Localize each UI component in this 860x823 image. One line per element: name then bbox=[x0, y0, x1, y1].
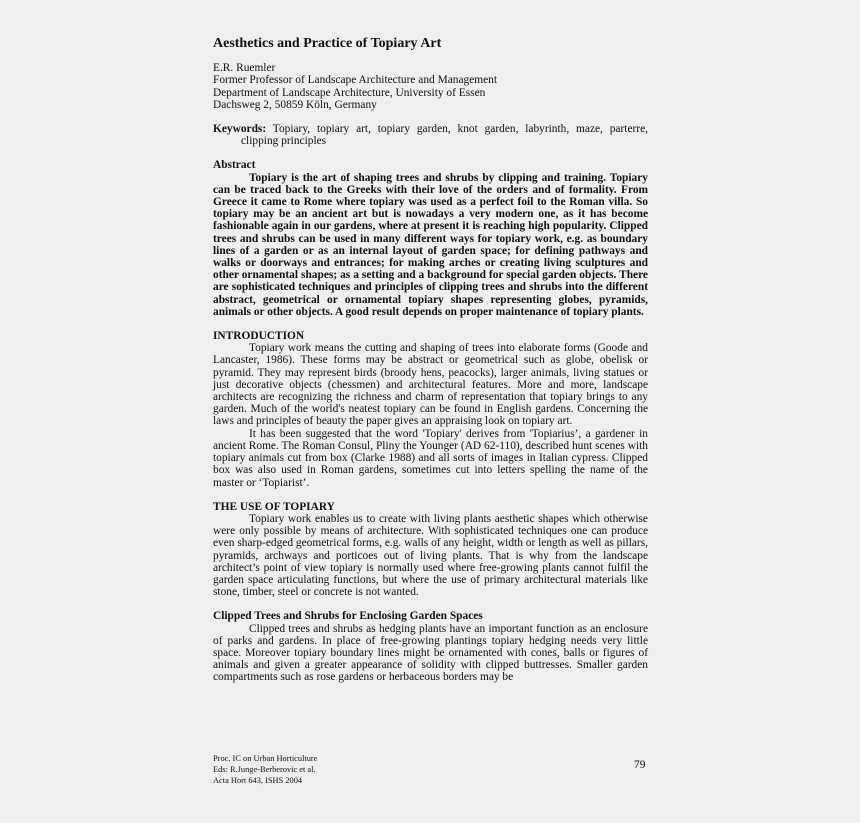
page-footer bbox=[213, 753, 648, 786]
clipped-trees-heading: Clipped Trees and Shrubs for Enclosing Garden Spaces bbox=[213, 610, 483, 623]
introduction-paragraph-1: Topiary work means the cutting and shaping of trees into elaborate forms (Goode and Lancaster, 1986). These forms may be abstract or geometrical such as globe, obelisk or pyramid. They may represent birds (broody hens, peacocks), larger animals, living statues or just decorative objects (chessmen) and architectural features. More and more, landscape architects are recognizing the richness and charm of representation that topiary brings to any garden. Much of the world's neatest topiary can be found in English gardens. Concerning the laws and principles of beauty the paper gives an appraising look on topiary art. bbox=[213, 342, 648, 428]
introduction-heading: INTRODUCTION bbox=[213, 330, 305, 343]
clipped-trees-paragraph: Clipped trees and shrubs as hedging plants have an important function as an enclosure of parks and gardens. In place of free-growing plantings topiary hedging needs very little space. Moreover topiary boundary lines might be ornamented with cones, balls or figures of animals and given a greater appearance of solidity with clipped buttresses. Smaller garden compartments such as rose gardens or herbaceous borders may be bbox=[213, 622, 648, 684]
paper-title: Aesthetics and Practice of Topiary Art bbox=[213, 36, 442, 51]
keywords bbox=[213, 123, 648, 147]
author-address: Dachsweg 2, 50859 Köln, Germany bbox=[213, 98, 377, 111]
author-name: E.R. Ruemler bbox=[213, 62, 276, 75]
use-of-topiary-section bbox=[213, 501, 648, 599]
introduction-paragraph-2: It has been suggested that the word 'Topiary' derives from 'Topiarius’, a gardener in ancient Rome. The Roman Consul, Pliny the Younger (AD 62-110), described hunt scenes with topiary animals cut from box (Clarke 1988) and all sorts of images in Italian cypress. Clipped box was also used in Roman gardens, sometimes cut into letters spelling the name of the master or ‘Topiarist’. bbox=[213, 427, 648, 489]
clipped-trees-section bbox=[213, 610, 648, 683]
footer-journal: Acta Hort 643, ISHS 2004 bbox=[213, 776, 303, 785]
author-block bbox=[213, 62, 648, 111]
page-number: 79 bbox=[634, 759, 646, 771]
use-of-topiary-heading: THE USE OF TOPIARY bbox=[213, 500, 335, 513]
author-affiliation-1: Former Professor of Landscape Architecture and Management bbox=[213, 74, 498, 87]
keywords-text: Topiary, topiary art, topiary garden, knot garden, labyrinth, maze, parterre, clipping principles bbox=[241, 123, 648, 148]
footer-editors: Eds: R.Junge-Berberovic et al. bbox=[213, 765, 316, 774]
abstract-heading: Abstract bbox=[213, 159, 256, 172]
keywords-label: Keywords: bbox=[213, 123, 267, 136]
author-affiliation-2: Department of Landscape Architecture, University of Essen bbox=[213, 86, 486, 99]
introduction-section bbox=[213, 330, 648, 489]
use-of-topiary-paragraph: Topiary work enables us to create with living plants aesthetic shapes which otherwise were only possible by means of architecture. With sophisticated techniques one can produce even sharp-edged geometrical forms, e.g. walls of any height, width or length as well as pillars, pyramids, archways and porticoes out of living plants. That is why from the landscape architect’s point of view topiary is normally used where free-growing plants cannot fulfil the garden space articulating functions, but where the use of primary architectural materials like stone, timber, steel or concrete is not wanted. bbox=[213, 512, 648, 599]
paper-body bbox=[213, 38, 648, 696]
footer-proceedings: Proc. IC on Urban Horticulture bbox=[213, 754, 318, 763]
abstract-text: Topiary is the art of shaping trees and shrubs by clipping and training. Topiary can be traced back to the Greeks with their love of the orders and of formality. From Greece it came to Rome where topiary was used as a perfect foil to the Roman villa. So topiary may be an ancient art but is nowadays a very modern one, as it has become fashionable again in our gardens, where at present it is reaching high popularity. Clipped trees and shrubs can be used in many different ways for topiary work, e.g. as boundary lines of a garden or as an internal layout of garden space; for defining pathways and walks or doorways and entrances; for making arches or creating living sculptures and other ornamental shapes; as a setting and a background for special garden objects. There are sophisticated techniques and principles of clipping trees and shrubs into the different abstract, geometrical or ornamental topiary shapes representing globes, pyramids, animals or other objects. A good result depends on proper maintenance of topiary plants. bbox=[213, 171, 648, 318]
